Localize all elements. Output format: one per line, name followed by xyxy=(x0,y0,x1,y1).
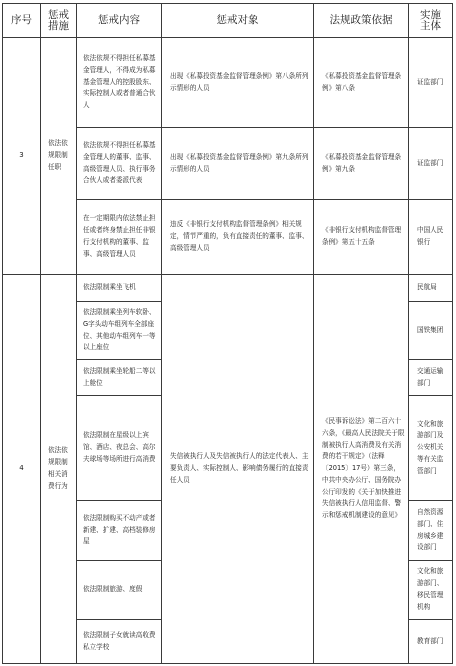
row4-item7-content: 依法限制子女就读高收费私立学校 xyxy=(83,630,156,651)
row3-item1-content: 依法依规不得担任私募基金管理人，不得成为私募基金管理人的控股股东、实际控制人或者普通合伙人 xyxy=(83,54,156,110)
row3-item3-target: 违反《非银行支付机构监督管理条例》相关规定，情节严重的，负有直接责任的董事、监事、高级管理人员 xyxy=(170,220,309,252)
header-subject: 实施 主体 xyxy=(420,8,441,32)
row4-item7-subject: 教育部门 xyxy=(417,636,444,645)
header-target: 惩戒对象 xyxy=(216,14,259,26)
header-content: 惩戒内容 xyxy=(98,14,140,26)
row3-item2-target: 出现《私募投资基金监督管理条例》第九条所列示情形的人员 xyxy=(170,152,309,173)
row4-item1-subject: 民航局 xyxy=(417,283,437,292)
row3-item1-basis: 《私募投资基金监督管理条例》第八条 xyxy=(322,71,402,92)
row3-no: 3 xyxy=(19,151,24,160)
row3-item2-content: 依法依规不得担任私募基金管理人的董事、监事、高级管理人员、执行事务合伙人或者委派代表 xyxy=(83,140,156,185)
row4-item6-content: 依法限制旅游、度假 xyxy=(83,585,143,594)
row4-item2-content: 依法限制乘坐列车软卧、G字头动车组列车全部座位、其他动车组列车一等以上座位 xyxy=(83,307,156,352)
row4-item1-content: 依法限制乘坐飞机 xyxy=(83,283,136,292)
row3-item2-basis: 《私募投资基金监督管理条例》第九条 xyxy=(322,152,402,173)
row4-item3-subject: 交通运输部门 xyxy=(417,366,444,387)
policy-table xyxy=(2,3,453,664)
row4-item5-subject: 自然资源部门、住房城乡建设部门 xyxy=(417,507,444,552)
row4-item4-subject: 文化和旅游部门及公安机关等有关监管部门 xyxy=(417,419,444,475)
row4-item3-content: 依法限制乘坐轮船二等以上舱位 xyxy=(83,366,156,387)
header-no: 序号 xyxy=(11,14,32,26)
row4-item2-subject: 国铁集团 xyxy=(417,325,444,334)
row3-item1-target: 出现《私募投资基金监督管理条例》第八条所列示情形的人员 xyxy=(170,71,309,92)
row4-measure: 依法依规限制相关消费行为 xyxy=(48,446,68,490)
row4-basis: 《民事诉讼法》第二百六十六条，《最高人民法院关于限制被执行人高消费及有关消费的若干规定》（法释〔2015〕17号）第三条，中共中央办公厅、国务院办公厅印发的《关于加快推进失信被执行人信用监督、警示和惩戒机制建设的意见》 xyxy=(322,416,405,520)
row3-measure: 依法依规限制任职 xyxy=(48,139,68,171)
row4-item5-content: 依法限制购买不动产或者新建、扩建、高档装修房屋 xyxy=(83,513,156,546)
header-basis: 法规政策依据 xyxy=(329,14,393,26)
row3-item3-basis: 《非银行支付机构监督管理条例》第五十五条 xyxy=(322,226,402,246)
header-measure: 惩戒 措施 xyxy=(48,8,69,32)
row3-item2-subject: 证监部门 xyxy=(417,158,444,167)
row4-no: 4 xyxy=(19,464,24,473)
row4-item4-content: 依法限制在星级以上宾馆、酒店、夜总会、高尔夫球场等场所进行高消费 xyxy=(83,431,156,463)
row3-item3-subject: 中国人民银行 xyxy=(417,226,444,246)
row4-item6-subject: 文化和旅游部门、移民管理机构 xyxy=(417,567,444,611)
row3-item1-subject: 证监部门 xyxy=(417,77,444,86)
row4-target: 失信被执行人及失信被执行人的法定代表人、主要负责人、实际控制人、影响债务履行的直接责任人员 xyxy=(170,452,309,484)
row3-item3-content: 在一定期限内依法禁止担任或者终身禁止担任非银行支付机构的董事、监事、高级管理人员 xyxy=(83,214,156,258)
